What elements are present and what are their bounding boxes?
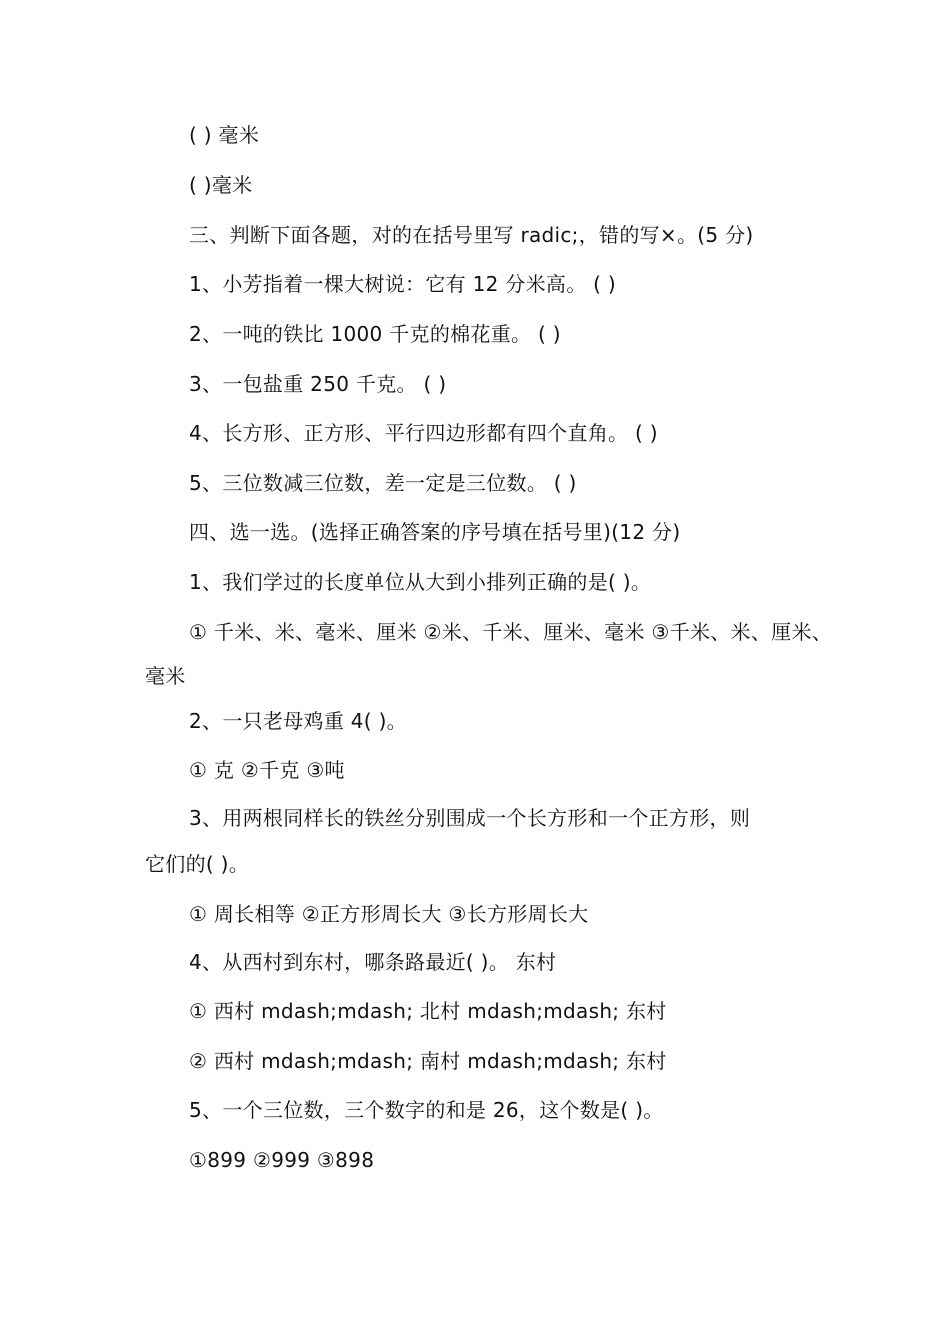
question-item: 1、小芳指着一棵大树说：它有 12 分米高。 ( ) [189,272,617,296]
question-item: 4、长方形、正方形、平行四边形都有四个直角。 ( ) [189,421,658,445]
answer-options: ① 克 ②千克 ③吨 [189,758,345,782]
question-item: 2、一吨的铁比 1000 千克的棉花重。 ( ) [189,322,561,346]
question-item: 3、一包盐重 250 千克。 ( ) [189,372,447,396]
answer-options: ① 周长相等 ②正方形周长大 ③长方形周长大 [189,902,589,926]
question-item: 5、三位数减三位数，差一定是三位数。 ( ) [189,471,577,495]
question-item: 2、一只老母鸡重 4( )。 [189,709,407,733]
section-heading: 三、判断下面各题，对的在括号里写 radic;，错的写×。(5 分) [189,223,754,247]
answer-option: ② 西村 mdash;mdash; 南村 mdash;mdash; 东村 [189,1049,667,1073]
question-item-continued: 它们的( )。 [145,852,250,876]
question-item: 5、一个三位数，三个数字的和是 26，这个数是( )。 [189,1098,664,1122]
section-heading: 四、选一选。(选择正确答案的序号填在括号里)(12 分) [189,520,681,544]
text-line: ( )毫米 [189,173,253,197]
answer-options-continued: 毫米 [145,664,186,688]
text-line: ( ) 毫米 [189,123,260,147]
question-item: 1、我们学过的长度单位从大到小排列正确的是( )。 [189,570,652,594]
question-item: 3、用两根同样长的铁丝分别围成一个长方形和一个正方形，则 [189,806,751,830]
question-item: 4、从西村到东村，哪条路最近( )。 东村 [189,950,557,974]
answer-options: ① 千米、米、毫米、厘米 ②米、千米、厘米、毫米 ③千米、米、厘米、 [189,620,833,644]
answer-option: ① 西村 mdash;mdash; 北村 mdash;mdash; 东村 [189,999,667,1023]
answer-options: ①899 ②999 ③898 [189,1148,375,1172]
